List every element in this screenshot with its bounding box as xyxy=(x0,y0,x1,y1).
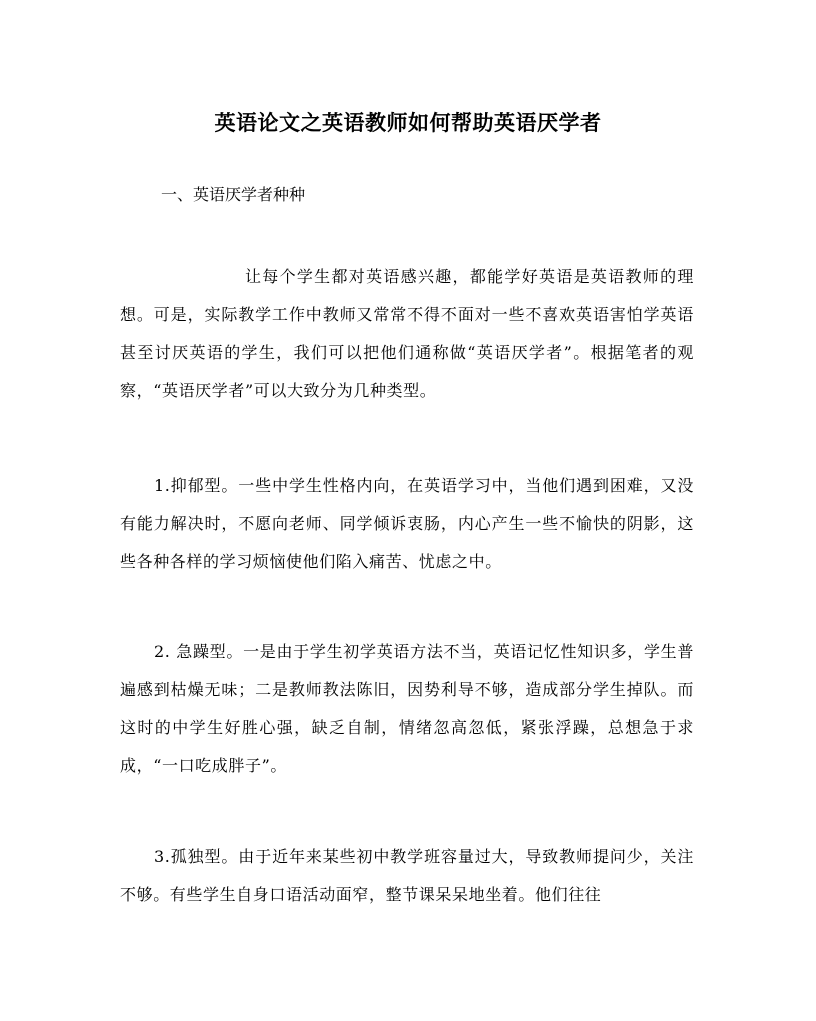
document-title: 英语论文之英语教师如何帮助英语厌学者 xyxy=(214,110,602,135)
paragraph-type-1: 1.抑郁型。一些中学生性格内向，在英语学习中，当他们遇到困难，又没有能力解决时，不愿向老师、同学倾诉衷肠，内心产生一些不愉快的阴影，这些各种各样的学习烦恼使他们陷入痛苦、忧虑之中。 xyxy=(120,476,694,571)
paragraph-type-2: 2. 急躁型。一是由于学生初学英语方法不当，英语记忆性知识多，学生普遍感到枯燥无味；二是教师教法陈旧，因势利导不够，造成部分学生掉队。而这时的中学生好胜心强，缺乏自制，情绪忽高忽低，紧张浮躁，总想急于求成，“一口吃成胖子”。 xyxy=(120,642,694,775)
paragraph-type-3: 3.孤独型。由于近年来某些初中教学班容量过大，导致教师提问少，关注不够。有些学生自身口语活动面窄，整节课呆呆地坐着。他们往往 xyxy=(120,847,694,904)
paragraph-intro: 让每个学生都对英语感兴趣，都能学好英语是英语教师的理想。可是，实际教学工作中教师又常常不得不面对一些不喜欢英语害怕学英语甚至讨厌英语的学生，我们可以把他们通称做“英语厌学者”。根据笔者的观察，“英语厌学者”可以大致分为几种类型。 xyxy=(120,267,694,400)
section-heading: 一、英语厌学者种种 xyxy=(161,185,306,204)
